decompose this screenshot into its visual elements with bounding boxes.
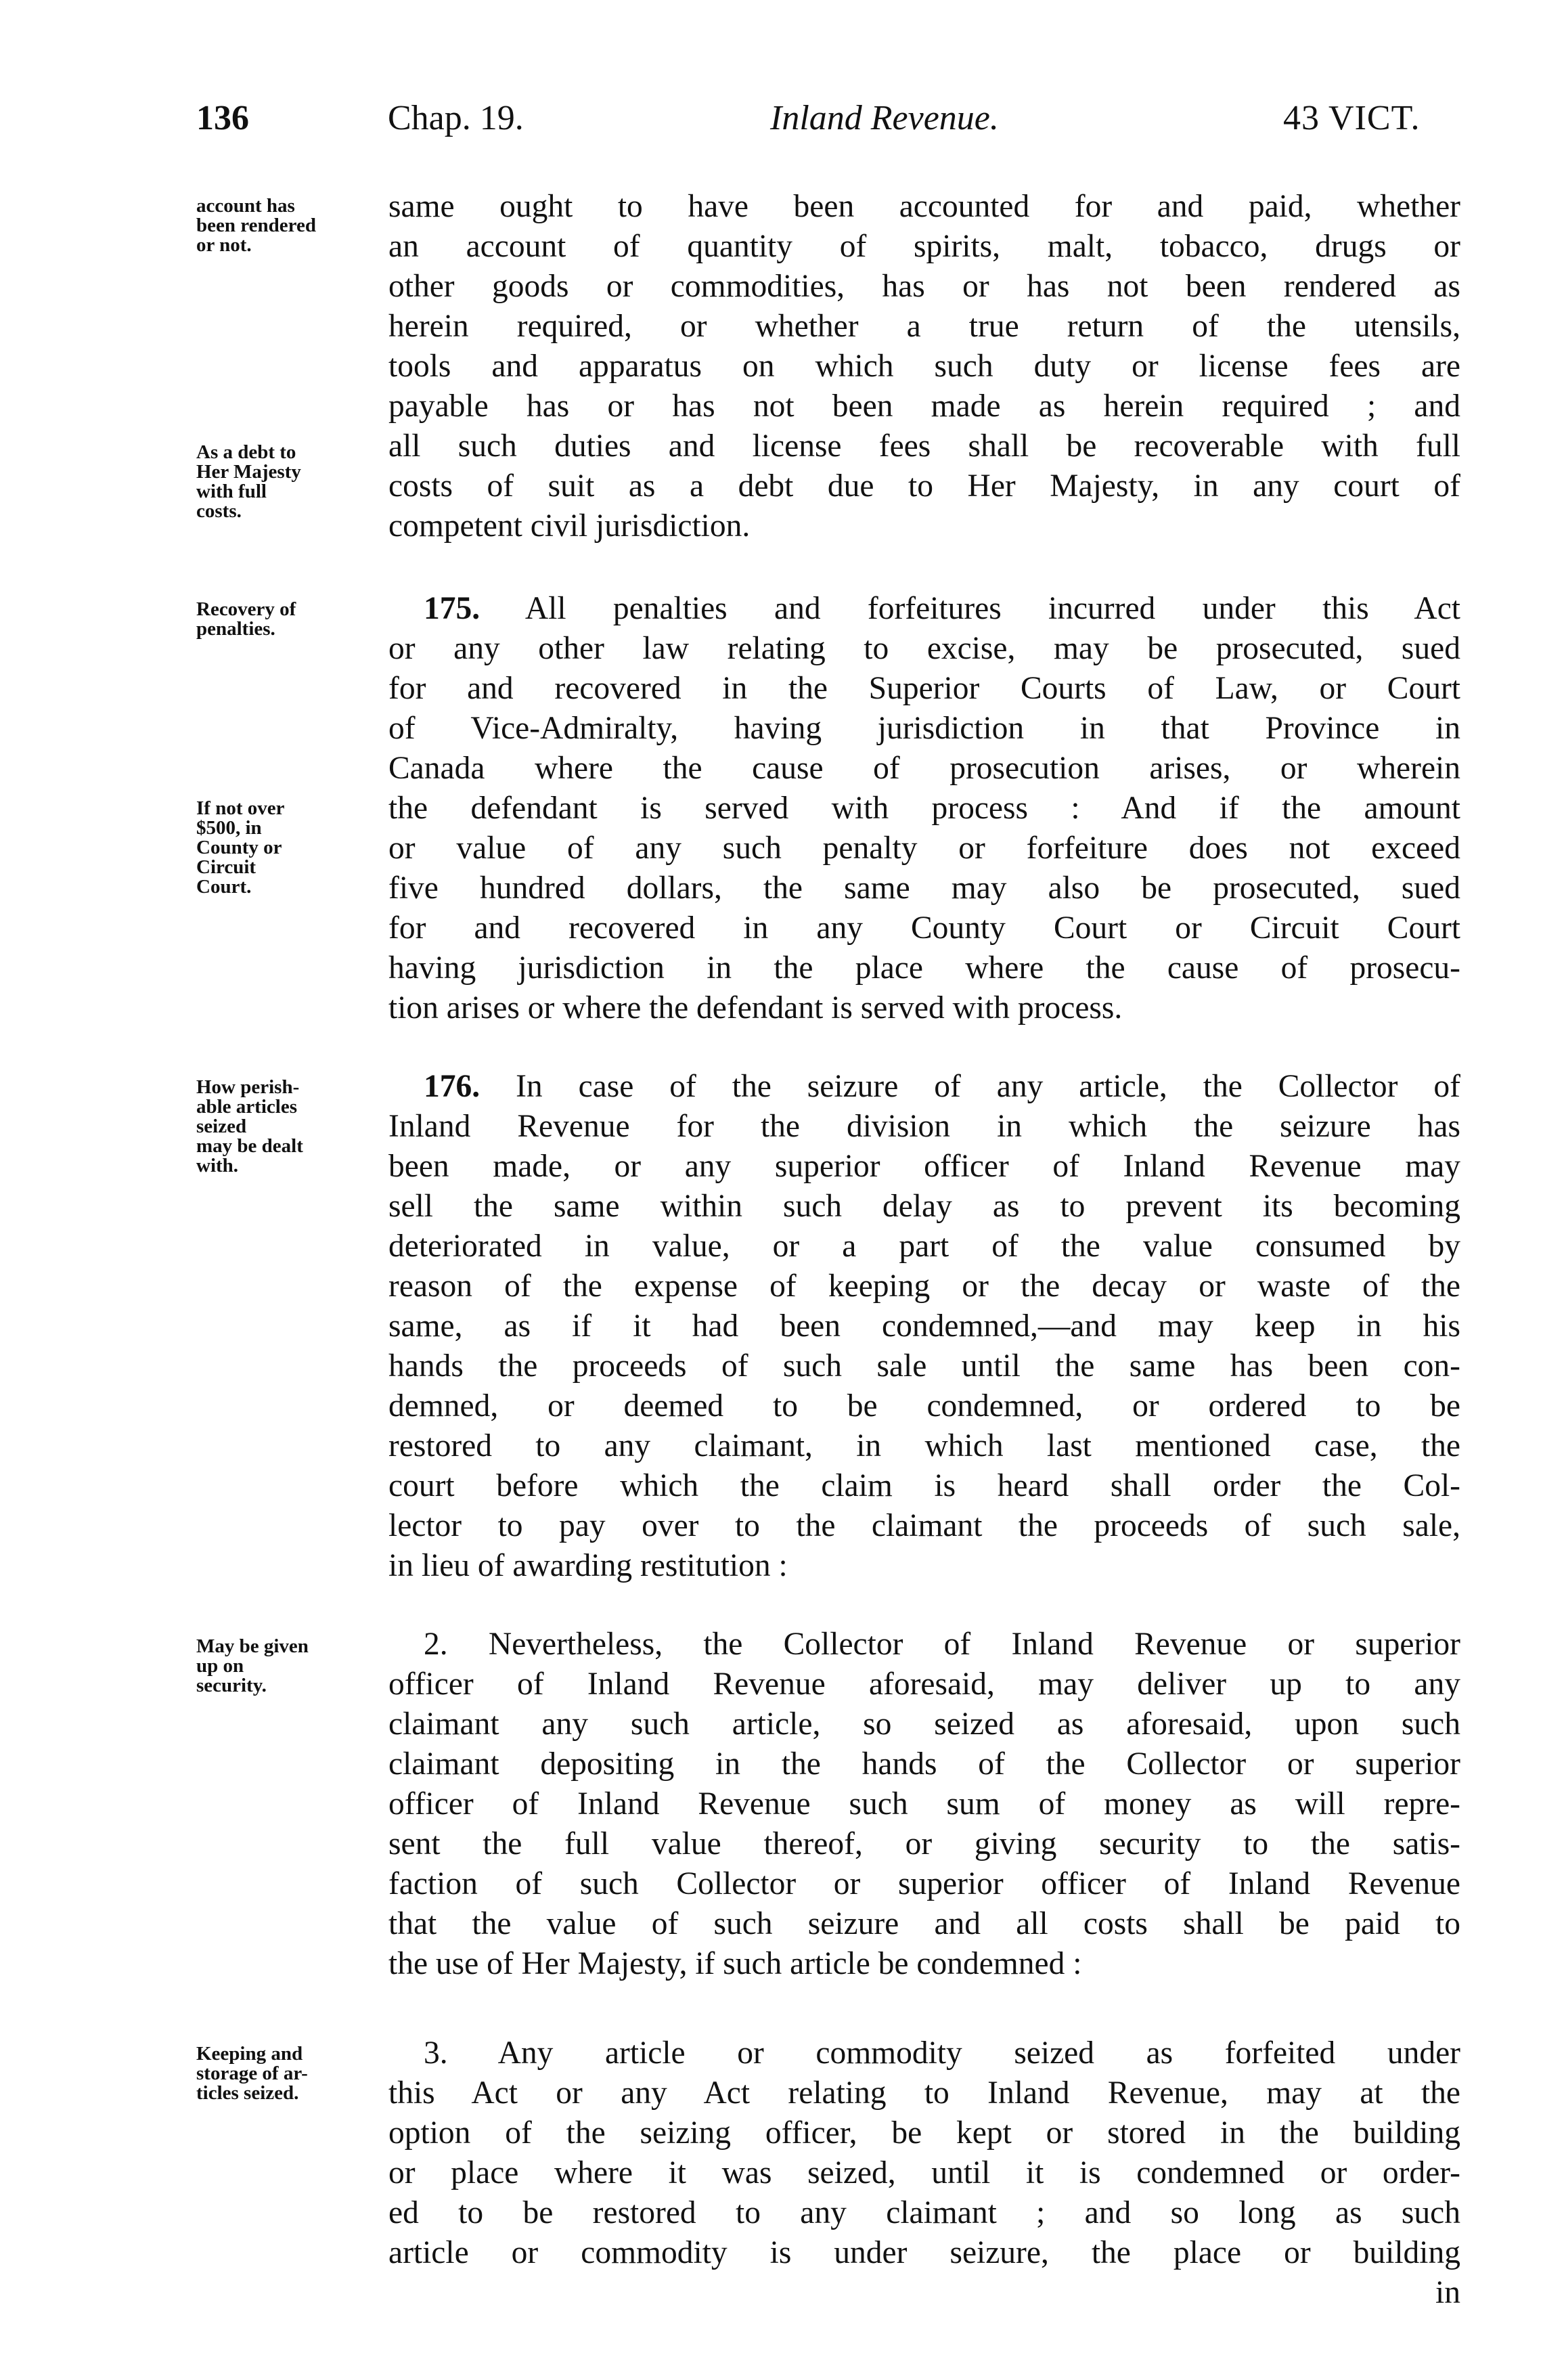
- text-line: sell the same within such delay as to prevent its becoming: [388, 1189, 1460, 1224]
- text-line: this Act or any Act relating to Inland Revenue, may at the: [388, 2075, 1460, 2111]
- page-number: 136: [196, 99, 249, 137]
- margin-note-storage: Keeping and storage of ar- ticles seized.: [196, 2043, 308, 2104]
- text-line: that the value of such seizure and all costs shall be paid to: [388, 1906, 1460, 1941]
- text-line: officer of Inland Revenue such sum of money as will repre-: [388, 1786, 1460, 1822]
- section-175: [388, 589, 1460, 1028]
- text-line: for and recovered in any County Court or Circuit Court: [388, 910, 1460, 946]
- section-number: 176.: [424, 1069, 480, 1104]
- paragraph-continuation: [388, 187, 1460, 546]
- text-line: lector to pay over to the claimant the proceeds of such sale,: [388, 1508, 1460, 1543]
- text-line: been made, or any superior officer of Inland Revenue may: [388, 1149, 1460, 1184]
- text-line: officer of Inland Revenue aforesaid, may deliver up to any: [388, 1667, 1460, 1702]
- text-line: or any other law relating to excise, may be prosecuted, sued: [388, 631, 1460, 666]
- text-line: tion arises or where the defendant is served with process.: [388, 990, 1123, 1026]
- text-line: claimant depositing in the hands of the Collector or superior: [388, 1746, 1460, 1782]
- text-line: same, as if it had been condemned,—and may keep in his: [388, 1308, 1460, 1344]
- subsection-176-3: [388, 2033, 1460, 2313]
- text-line: ed to be restored to any claimant ; and so long as such: [388, 2195, 1460, 2230]
- margin-note-security: May be given up on security.: [196, 1635, 309, 1696]
- subsection-176-2: [388, 1625, 1460, 1984]
- text-line: competent civil jurisdiction.: [388, 508, 751, 544]
- text-line: the defendant is served with process : And if the amount: [388, 791, 1460, 826]
- text-line: claimant any such article, so seized as aforesaid, upon such: [388, 1706, 1460, 1742]
- text-line: restored to any claimant, in which last mentioned case, the: [388, 1428, 1460, 1463]
- text-line: Inland Revenue for the division in which the seizure has: [388, 1109, 1460, 1144]
- text-line: in lieu of awarding restitution :: [388, 1548, 788, 1583]
- text-line: hands the proceeds of such sale until the same has been con-: [388, 1348, 1460, 1384]
- text-line: sent the full value thereof, or giving security to the satis-: [388, 1826, 1460, 1861]
- text-line: for and recovered in the Superior Courts of Law, or Court: [388, 671, 1460, 706]
- regnal-year: 43 VICT.: [1283, 99, 1421, 137]
- text-line: having jurisdiction in the place where the cause of prosecu-: [388, 950, 1460, 986]
- margin-note-perishable: How perish- able articles seized may be dealt with.: [196, 1076, 303, 1176]
- text-line: or place where it was seized, until it is condemned or order-: [388, 2155, 1460, 2190]
- text-line: costs of suit as a debt due to Her Majesty, in any court of: [388, 468, 1460, 504]
- text-line: all such duties and license fees shall be recoverable with full: [388, 428, 1460, 464]
- margin-note-recovery-penalties: Recovery of penalties.: [196, 598, 296, 640]
- running-title: Inland Revenue.: [770, 99, 999, 137]
- text-line: faction of such Collector or superior officer of Inland Revenue: [388, 1866, 1460, 1901]
- text-line: other goods or commodities, has or has not been rendered as: [388, 269, 1460, 304]
- text-line: reason of the expense of keeping or the decay or waste of the: [388, 1269, 1460, 1304]
- text-line: demned, or deemed to be condemned, or ordered to be: [388, 1388, 1460, 1424]
- text-line: tools and apparatus on which such duty or license fees are: [388, 349, 1460, 384]
- section-first-line: 175. All penalties and forfeitures incurred under this Act: [424, 591, 1460, 626]
- section-176: [388, 1067, 1460, 1586]
- margin-note-debt-to-majesty: As a debt to Her Majesty with full costs.: [196, 441, 301, 522]
- margin-note-county-court: If not over $500, in County or Circuit Court.: [196, 797, 285, 898]
- margin-note-account-rendered: account has been rendered or not.: [196, 195, 316, 256]
- text-line: of Vice-Admiralty, having jurisdiction in that Province in: [388, 711, 1460, 746]
- section-number: 175.: [424, 591, 480, 626]
- text-line: court before which the claim is heard shall order the Col-: [388, 1468, 1460, 1503]
- chapter-label: Chap. 19.: [388, 99, 524, 137]
- text-line: deteriorated in value, or a part of the value consumed by: [388, 1229, 1460, 1264]
- text-line: the use of Her Majesty, if such article be condemned :: [388, 1946, 1082, 1981]
- text-line: 2. Nevertheless, the Collector of Inland Revenue or superior: [424, 1627, 1460, 1662]
- text-line: option of the seizing officer, be kept or stored in the building: [388, 2115, 1460, 2151]
- text-line: an account of quantity of spirits, malt, tobacco, drugs or: [388, 229, 1460, 264]
- text-line: or value of any such penalty or forfeiture does not exceed: [388, 831, 1460, 866]
- text-line: 3. Any article or commodity seized as forfeited under: [424, 2035, 1460, 2071]
- text-line: article or commodity is under seizure, the place or building: [388, 2235, 1460, 2270]
- text-line: five hundred dollars, the same may also be prosecuted, sued: [388, 871, 1460, 906]
- catchword: in: [1435, 2275, 1460, 2310]
- section-first-line: 176. In case of the seizure of any article, the Collector of: [424, 1069, 1461, 1104]
- text-line: herein required, or whether a true return of the utensils,: [388, 309, 1460, 344]
- text-line: payable has or has not been made as herein required ; and: [388, 389, 1460, 424]
- text-line: Canada where the cause of prosecution arises, or wherein: [388, 751, 1460, 786]
- text-line: same ought to have been accounted for and paid, whether: [388, 189, 1460, 224]
